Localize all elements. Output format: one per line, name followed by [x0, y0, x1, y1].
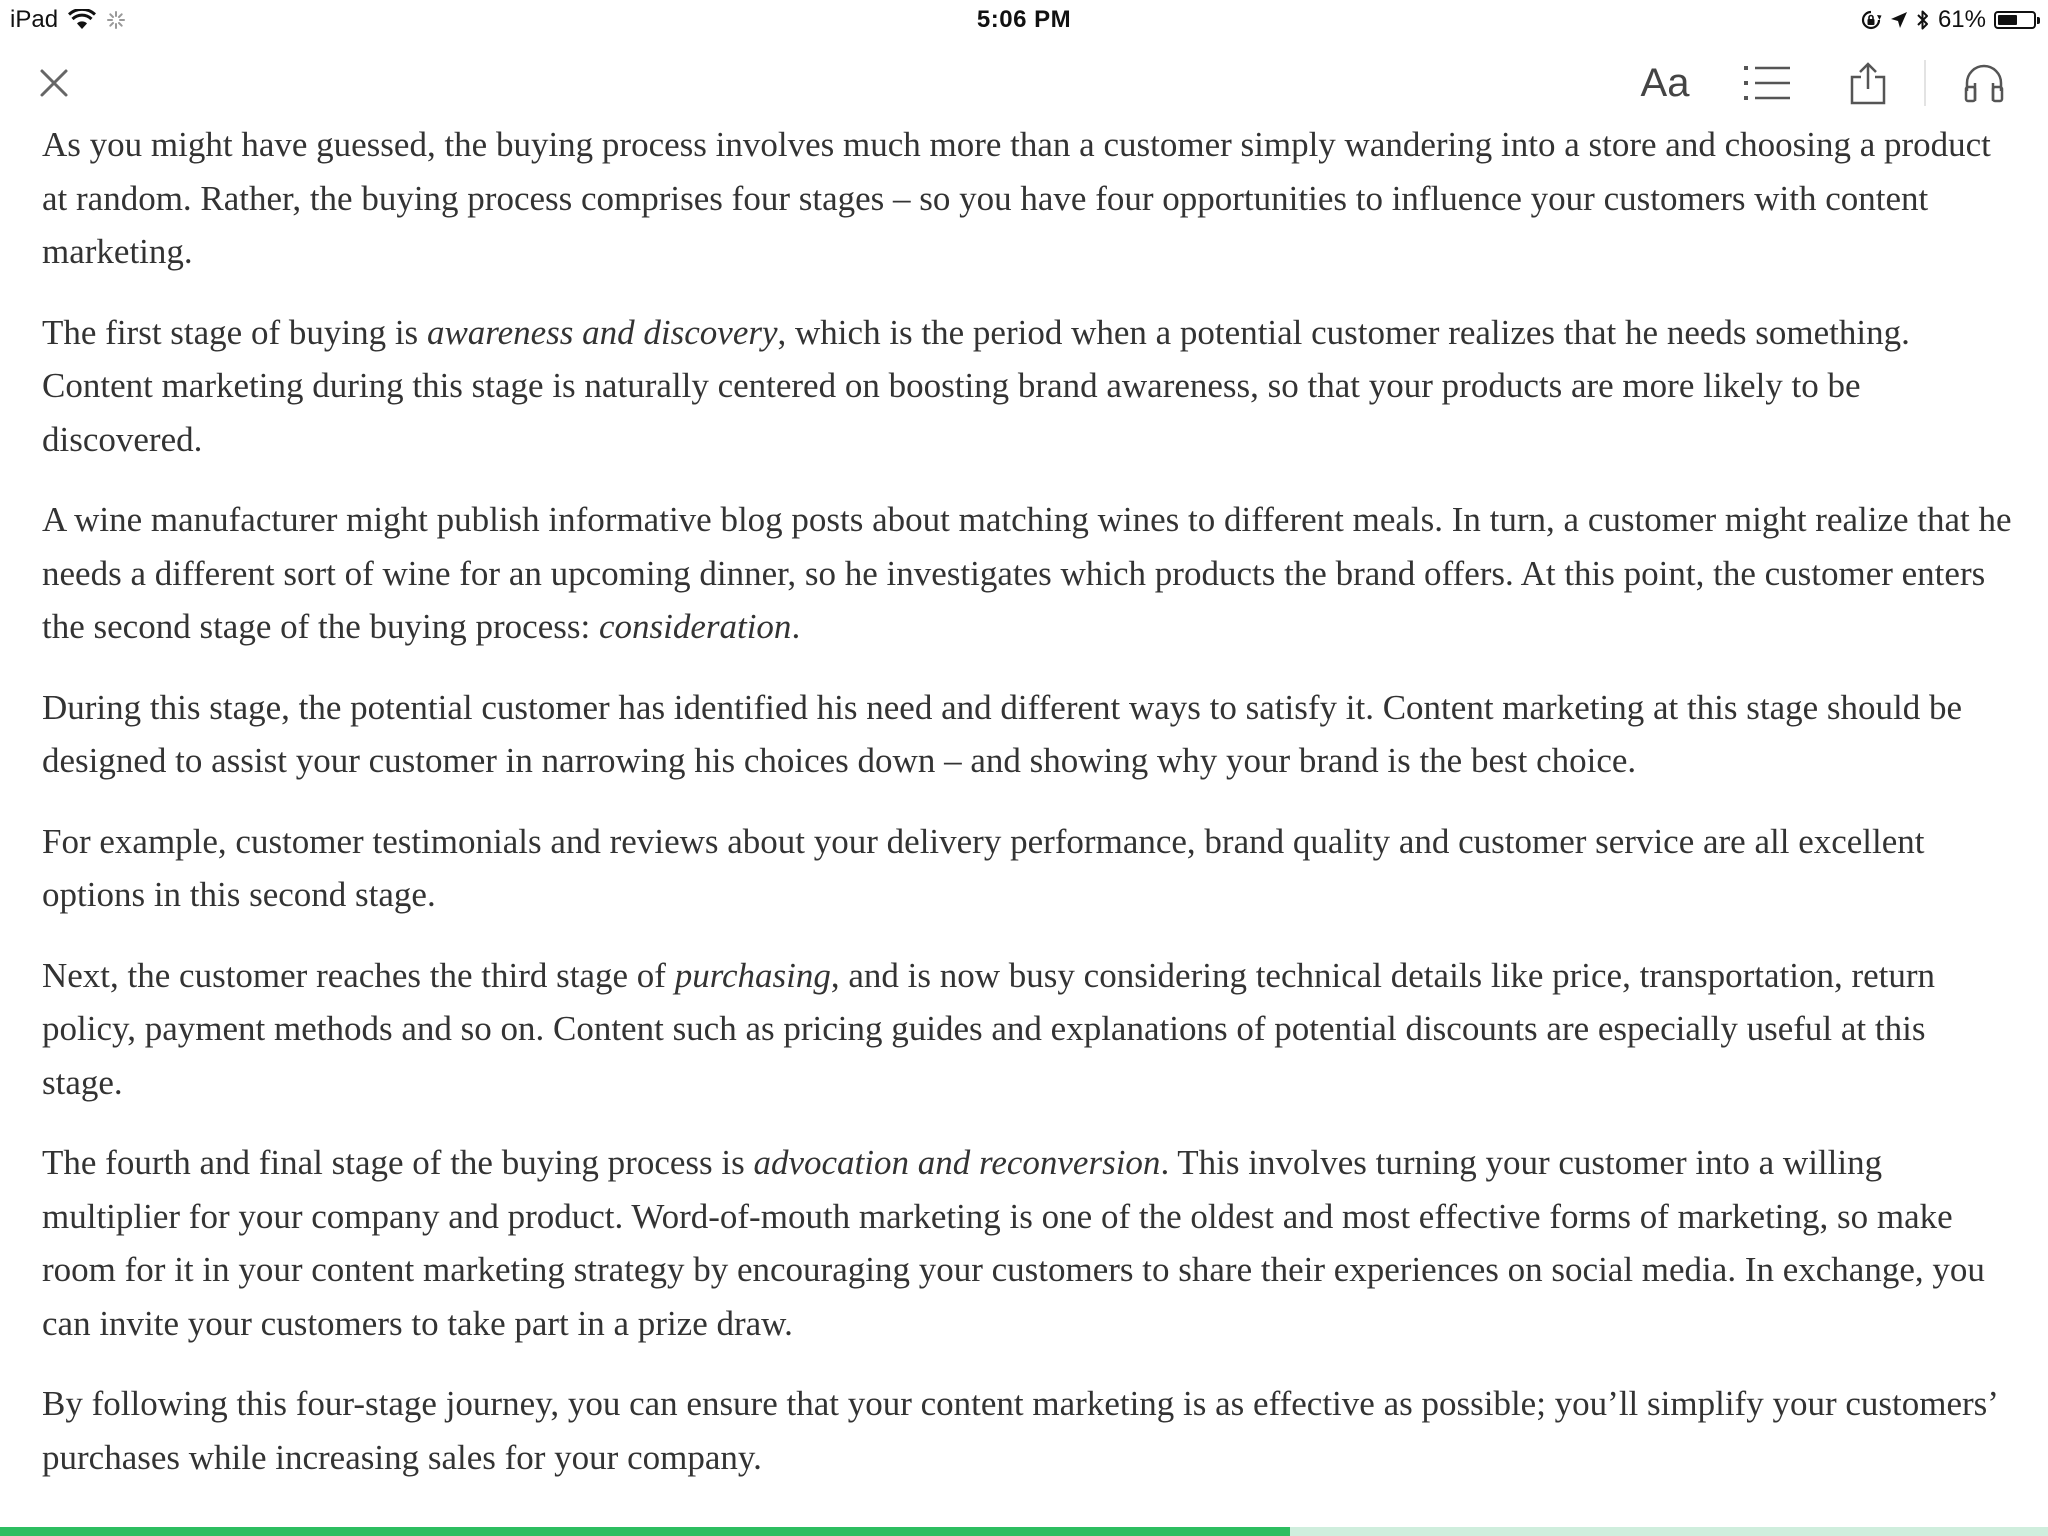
paragraph-text: During this stage, the potential customer has identified his need and different ways to satisfy it. Content marketing at this stage should be designed to assist your customer in narrowing his choices down – and showing why your brand is the best choice. [42, 687, 1963, 780]
close-icon [38, 67, 70, 99]
paragraph-text: . [791, 607, 801, 646]
article-paragraph [42, 1377, 2012, 1484]
paragraph-text: The fourth and final stage of the buying process is [42, 1143, 754, 1182]
reading-progress-fill [0, 1527, 1290, 1536]
emphasized-text: awareness and discovery [426, 312, 778, 352]
paragraph-text: As you might have guessed, the buying process involves much more than a customer simply wandering into a store and choosing a product at random. Rather, the buying process comprises four stages – so you have four opportunities to influence your customers with content marketing. [42, 125, 1991, 271]
close-button[interactable] [30, 50, 78, 116]
location-arrow-icon [1890, 11, 1908, 29]
toolbar-divider [1924, 60, 1926, 106]
emphasized-text: purchasing [674, 955, 831, 995]
share-button[interactable] [1838, 50, 1898, 116]
paragraph-text: For example, customer testimonials and reviews about your delivery performance, brand quality and customer service are all excellent options in this second stage. [42, 821, 1925, 914]
emphasized-text: advocation and reconversion [753, 1143, 1161, 1182]
font-settings-button[interactable] [1630, 50, 1700, 116]
audio-button[interactable] [1954, 50, 2014, 116]
paragraph-text: , and is now busy considering technical details like price, transportation, return policy, payment methods and so on. Content such as pricing guides and explanations of potential discounts are especially useful at this stage. [42, 955, 1936, 1102]
article-paragraph [42, 681, 2012, 788]
article-paragraph [42, 949, 2012, 1110]
list-icon [1744, 64, 1792, 102]
headphones-icon [1962, 63, 2006, 103]
table-of-contents-button[interactable] [1738, 50, 1798, 116]
share-icon [1848, 61, 1888, 105]
status-time: 5:06 PM [976, 6, 1072, 33]
article-paragraph [42, 493, 2012, 654]
emphasized-text: consideration [598, 607, 792, 646]
article-paragraph [42, 118, 2012, 279]
article-paragraph [42, 306, 2012, 467]
reading-progress-bar [0, 1527, 2048, 1536]
paragraph-text: By following this four-stage journey, you can ensure that your content marketing is as effective as possible; you’ll simplify your customers’ purchases while increasing sales for your company. [42, 1384, 1997, 1477]
orientation-lock-icon [1860, 9, 1882, 31]
paragraph-text: . This involves turning your customer into a willing multiplier for your company and product. Word-of-mouth marketing is one of the oldest and most effective forms of marketing, so make room for it in your content marketing strategy by encouraging your customers to share their experiences on social media. In exchange, you can invite your customers to take part in a prize draw. [42, 1143, 1985, 1343]
paragraph-text: , which is the period when a potential customer realizes that he needs something. Content marketing during this stage is naturally centered on boosting brand awareness, so that your products are more likely to be discovered. [42, 312, 1910, 459]
article-paragraph [42, 1136, 2012, 1350]
device-name: iPad [10, 6, 59, 33]
font-settings-label: Aa [1640, 60, 1690, 105]
status-bar [0, 0, 2048, 40]
battery-level [1998, 15, 2017, 25]
paragraph-text: A wine manufacturer might publish informative blog posts about matching wines to different meals. In turn, a customer might realize that he needs a different sort of wine for an upcoming dinner, so he investigates which products the brand offers. At this point, the customer enters the second stage of the buying process: [42, 500, 2012, 646]
bluetooth-icon [1916, 9, 1930, 31]
paragraph-text: The first stage of buying is [42, 312, 427, 352]
article-content [42, 118, 2012, 1511]
paragraph-text: Next, the customer reaches the third stage of [42, 955, 675, 995]
reader-toolbar [0, 50, 2048, 116]
article-paragraph [42, 815, 2012, 922]
battery-percent: 61% [1937, 6, 1986, 33]
status-right [1860, 6, 2036, 34]
battery-icon [1994, 11, 2036, 29]
